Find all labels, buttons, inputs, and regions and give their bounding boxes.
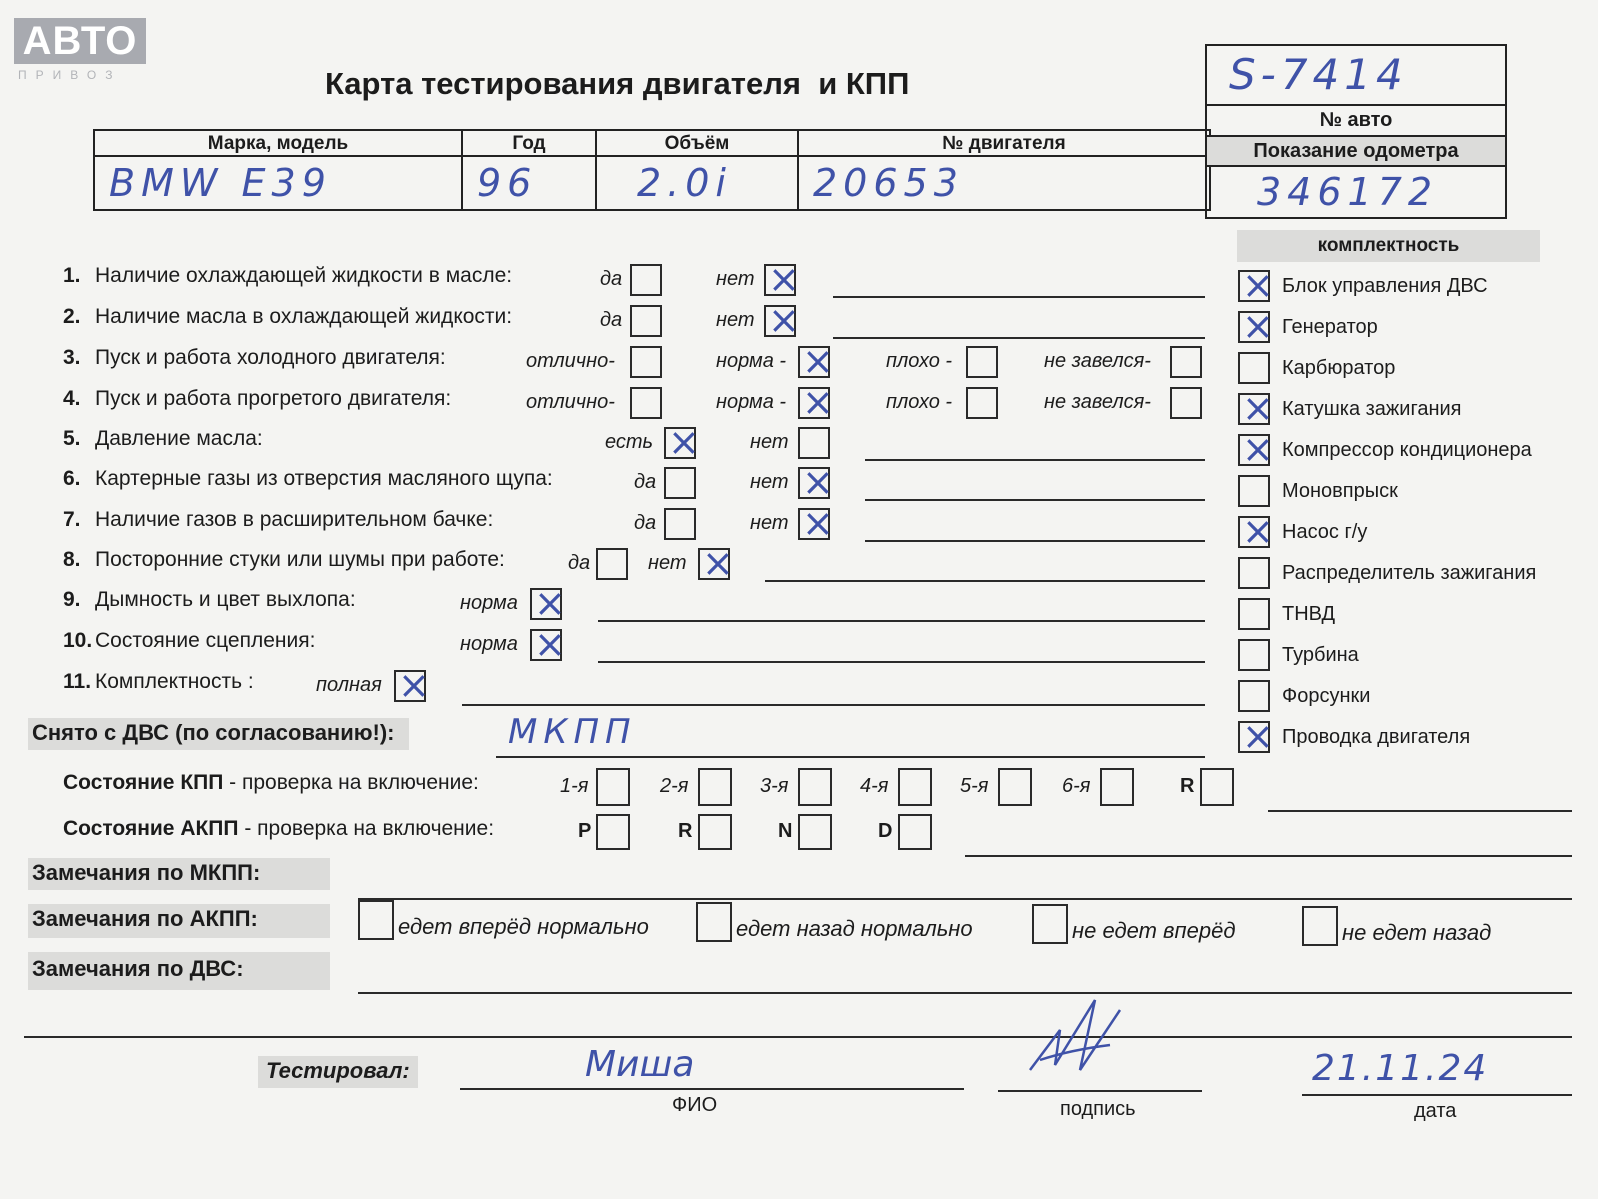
checkbox-q5-yes[interactable] xyxy=(664,427,696,459)
checkbox-kit-carburetor[interactable] xyxy=(1238,352,1270,384)
col-engine-number: № двигателя xyxy=(798,130,1210,156)
checkbox-mode-r[interactable] xyxy=(698,814,732,850)
mode-label: N xyxy=(778,820,793,842)
checkbox-q3-bad[interactable] xyxy=(966,346,998,378)
kit-item-label: Проводка двигателя xyxy=(1282,726,1471,748)
question-number: 5. xyxy=(63,427,81,450)
col-year: Год xyxy=(462,130,596,156)
cell-volume xyxy=(596,156,798,210)
akpp-option-label: едет назад нормально xyxy=(736,916,973,941)
checkbox-kit-ignition-coil[interactable] xyxy=(1238,393,1270,425)
checkbox-kit-injection-pump[interactable] xyxy=(1238,598,1270,630)
logo-subtitle: ПРИВОЗ xyxy=(18,68,122,82)
question-2 xyxy=(63,305,512,329)
signature-mark xyxy=(1020,990,1140,1090)
question-3 xyxy=(63,346,446,370)
option-label: нет xyxy=(750,471,789,493)
checkbox-q1-yes[interactable] xyxy=(630,264,662,296)
gear-label: 4-я xyxy=(860,775,889,797)
checkbox-q9-normal[interactable] xyxy=(530,588,562,620)
checkbox-q6-yes[interactable] xyxy=(664,467,696,499)
question-number: 2. xyxy=(63,305,81,328)
odometer-box xyxy=(1205,167,1507,219)
answer-line xyxy=(865,459,1205,461)
checkbox-kit-ecu[interactable] xyxy=(1238,270,1270,302)
question-4 xyxy=(63,387,451,411)
question-text: Картерные газы из отверстия масляного щупа: xyxy=(95,467,553,490)
remarks-mkpp-label: Замечания по МКПП: xyxy=(28,858,330,890)
kpp-label xyxy=(63,771,479,795)
checkbox-q4-no-start[interactable] xyxy=(1170,387,1202,419)
option-label: норма - xyxy=(716,391,787,413)
akpp-label-bold: Состояние АКПП xyxy=(63,817,239,840)
option-label: норма - xyxy=(716,350,787,372)
checkbox-q4-excellent[interactable] xyxy=(630,387,662,419)
question-text: Пуск и работа холодного двигателя: xyxy=(95,346,446,369)
logo: АВТО xyxy=(14,18,146,64)
checkbox-kit-injectors[interactable] xyxy=(1238,680,1270,712)
option-label: да xyxy=(600,268,623,290)
col-brand-model: Марка, модель xyxy=(94,130,462,156)
question-number: 1. xyxy=(63,264,81,287)
checkbox-kit-distributor[interactable] xyxy=(1238,557,1270,589)
checkbox-kit-ps-pump[interactable] xyxy=(1238,516,1270,548)
gear-label: R xyxy=(1180,775,1195,797)
akpp-label-rest: - проверка на включение: xyxy=(238,817,495,840)
question-number: 6. xyxy=(63,467,81,490)
tested-by-label: Тестировал: xyxy=(258,1056,418,1088)
odometer-label: Показание одометра xyxy=(1205,137,1507,167)
option-label: да xyxy=(634,471,657,493)
akpp-option-label: не едет назад xyxy=(1342,920,1492,945)
signature-line xyxy=(998,1090,1202,1092)
question-text: Дымность и цвет выхлопа: xyxy=(95,588,356,611)
question-6 xyxy=(63,467,553,491)
answer-line xyxy=(965,855,1572,857)
mode-label: P xyxy=(578,820,592,842)
removed-label: Снято с ДВС (по согласованию!): xyxy=(28,718,409,750)
cell-year xyxy=(462,156,596,210)
option-label: полная xyxy=(316,674,382,696)
checkbox-q11-full[interactable] xyxy=(394,670,426,702)
question-text: Наличие охлаждающей жидкости в масле: xyxy=(95,264,513,287)
checkbox-akpp-no-reverse[interactable] xyxy=(1302,906,1338,946)
option-label: отлично- xyxy=(526,391,615,413)
checkbox-kit-generator[interactable] xyxy=(1238,311,1270,343)
option-label: да xyxy=(634,512,657,534)
checkbox-q5-no[interactable] xyxy=(798,427,830,459)
question-text: Наличие газов в расширительном бачке: xyxy=(95,508,494,531)
mode-label: R xyxy=(678,820,693,842)
checkbox-q8-no[interactable] xyxy=(698,548,730,580)
answer-line xyxy=(24,1036,1572,1038)
car-number-box xyxy=(1205,44,1507,106)
vehicle-header-table xyxy=(93,129,1211,211)
checkbox-q3-no-start[interactable] xyxy=(1170,346,1202,378)
checkbox-kit-ac-compressor[interactable] xyxy=(1238,434,1270,466)
engine-number-value: 20653 xyxy=(813,161,964,205)
checkbox-q7-no[interactable] xyxy=(798,508,830,540)
gear-label: 1-я xyxy=(560,775,589,797)
checkbox-q1-no[interactable] xyxy=(764,264,796,296)
date-caption: дата xyxy=(1414,1100,1457,1122)
form-title: Карта тестирования двигателя и КПП xyxy=(325,66,910,101)
kit-item-label: Насос г/у xyxy=(1282,521,1368,543)
option-label: нет xyxy=(716,309,755,331)
option-label: отлично- xyxy=(526,350,615,372)
checkbox-gear-4[interactable] xyxy=(898,768,932,806)
kit-item-label: ТНВД xyxy=(1282,603,1336,625)
option-label: нет xyxy=(648,552,687,574)
kit-item-label: Распределитель зажигания xyxy=(1282,562,1537,584)
question-number: 7. xyxy=(63,508,81,531)
checkbox-gear-2[interactable] xyxy=(698,768,732,806)
kit-item-label: Блок управления ДВС xyxy=(1282,275,1488,297)
checkbox-gear-3[interactable] xyxy=(798,768,832,806)
kit-item-label: Катушка зажигания xyxy=(1282,398,1462,420)
question-text: Посторонние стуки или шумы при работе: xyxy=(95,548,505,571)
question-9 xyxy=(63,588,356,612)
akpp-option-label: едет вперёд нормально xyxy=(398,914,649,939)
answer-line xyxy=(358,992,1572,994)
question-5 xyxy=(63,427,263,451)
option-label: плохо - xyxy=(886,350,953,372)
kit-item-label: Моновпрыск xyxy=(1282,480,1398,502)
question-number: 9. xyxy=(63,588,81,611)
answer-line xyxy=(833,296,1205,298)
checkbox-kit-wiring[interactable] xyxy=(1238,721,1270,753)
answer-line xyxy=(833,337,1205,339)
question-7 xyxy=(63,508,493,532)
cell-engine-number xyxy=(798,156,1210,210)
checkbox-mode-d[interactable] xyxy=(898,814,932,850)
option-label: есть xyxy=(605,431,654,453)
checkbox-q4-bad[interactable] xyxy=(966,387,998,419)
checkbox-mode-p[interactable] xyxy=(596,814,630,850)
question-number: 11. xyxy=(63,670,92,693)
checkbox-gear-6[interactable] xyxy=(1100,768,1134,806)
car-number-value: S-7414 xyxy=(1229,50,1408,99)
name-caption: ФИО xyxy=(672,1094,718,1116)
date-line xyxy=(1302,1094,1572,1096)
checkbox-mode-n[interactable] xyxy=(798,814,832,850)
question-8 xyxy=(63,548,505,572)
option-label: нет xyxy=(750,512,789,534)
answer-line xyxy=(1268,810,1572,812)
kit-item-label: Форсунки xyxy=(1282,685,1371,707)
answer-line xyxy=(865,540,1205,542)
odometer-value: 346172 xyxy=(1257,170,1439,214)
question-text: Комплектность : xyxy=(95,670,254,693)
kit-item-label: Генератор xyxy=(1282,316,1378,338)
car-number-label: № авто xyxy=(1205,106,1507,137)
option-label: не завелся- xyxy=(1044,350,1151,372)
akpp-label xyxy=(63,817,494,841)
option-label: норма xyxy=(460,633,518,655)
question-text: Наличие масла в охлаждающей жидкости: xyxy=(95,305,513,328)
question-number: 8. xyxy=(63,548,81,571)
option-label: нет xyxy=(750,431,789,453)
gear-label: 3-я xyxy=(760,775,789,797)
option-label: плохо - xyxy=(886,391,953,413)
option-label: нет xyxy=(716,268,755,290)
answer-line xyxy=(598,620,1205,622)
checkbox-q10-normal[interactable] xyxy=(530,629,562,661)
year-value: 96 xyxy=(477,161,538,205)
signature-caption: подпись xyxy=(1060,1098,1136,1120)
volume-value: 2.0i xyxy=(637,161,732,205)
checkbox-q2-yes[interactable] xyxy=(630,305,662,337)
option-label: норма xyxy=(460,592,518,614)
name-line xyxy=(460,1088,964,1090)
answer-line xyxy=(358,898,1572,900)
gear-label: 5-я xyxy=(960,775,989,797)
kit-title: комплектность xyxy=(1237,230,1540,262)
kit-item-label: Турбина xyxy=(1282,644,1359,666)
checkbox-kit-mono-injection[interactable] xyxy=(1238,475,1270,507)
question-text: Состояние сцепления: xyxy=(95,629,316,652)
answer-line xyxy=(598,661,1205,663)
remarks-akpp-label: Замечания по АКПП: xyxy=(28,904,330,938)
checkbox-akpp-forward-ok[interactable] xyxy=(358,900,394,940)
question-number: 4. xyxy=(63,387,81,410)
checkbox-gear-r[interactable] xyxy=(1200,768,1234,806)
test-date: 21.11.24 xyxy=(1312,1048,1489,1089)
answer-line xyxy=(765,580,1205,582)
checkbox-gear-5[interactable] xyxy=(998,768,1032,806)
question-11 xyxy=(63,670,254,694)
checkbox-q7-yes[interactable] xyxy=(664,508,696,540)
question-text: Пуск и работа прогретого двигателя: xyxy=(95,387,452,410)
question-number: 3. xyxy=(63,346,81,369)
remarks-dvs-label: Замечания по ДВС: xyxy=(28,952,330,990)
mode-label: D xyxy=(878,820,893,842)
checkbox-akpp-no-forward[interactable] xyxy=(1032,904,1068,944)
checkbox-akpp-reverse-ok[interactable] xyxy=(696,902,732,942)
checkbox-gear-1[interactable] xyxy=(596,768,630,806)
checkbox-q4-normal[interactable] xyxy=(798,387,830,419)
checkbox-q6-no[interactable] xyxy=(798,467,830,499)
checkbox-kit-turbo[interactable] xyxy=(1238,639,1270,671)
option-label: да xyxy=(600,309,623,331)
cell-brand-model xyxy=(94,156,462,210)
question-10 xyxy=(63,629,315,653)
gear-label: 6-я xyxy=(1062,775,1091,797)
answer-line xyxy=(865,499,1205,501)
checkbox-q3-normal[interactable] xyxy=(798,346,830,378)
kit-item-label: Карбюратор xyxy=(1282,357,1396,379)
kpp-label-rest: - проверка на включение: xyxy=(223,771,479,794)
kit-item-label: Компрессор кондиционера xyxy=(1282,439,1532,461)
answer-line xyxy=(496,756,1205,758)
question-1 xyxy=(63,264,512,288)
gear-label: 2-я xyxy=(660,775,689,797)
option-label: не завелся- xyxy=(1044,391,1151,413)
brand-model-value: BMW E39 xyxy=(109,161,332,205)
tester-name: Миша xyxy=(585,1044,695,1085)
akpp-option-label: не едет вперёд xyxy=(1072,918,1236,943)
checkbox-q2-no[interactable] xyxy=(764,305,796,337)
answer-line xyxy=(462,704,1205,706)
question-text: Давление масла: xyxy=(95,427,263,450)
question-number: 10. xyxy=(63,629,93,652)
checkbox-q8-yes[interactable] xyxy=(596,548,628,580)
col-volume: Объём xyxy=(596,130,798,156)
removed-value: МКПП xyxy=(508,712,637,752)
kpp-label-bold: Состояние КПП xyxy=(63,771,224,794)
option-label: да xyxy=(568,552,591,574)
checkbox-q3-excellent[interactable] xyxy=(630,346,662,378)
